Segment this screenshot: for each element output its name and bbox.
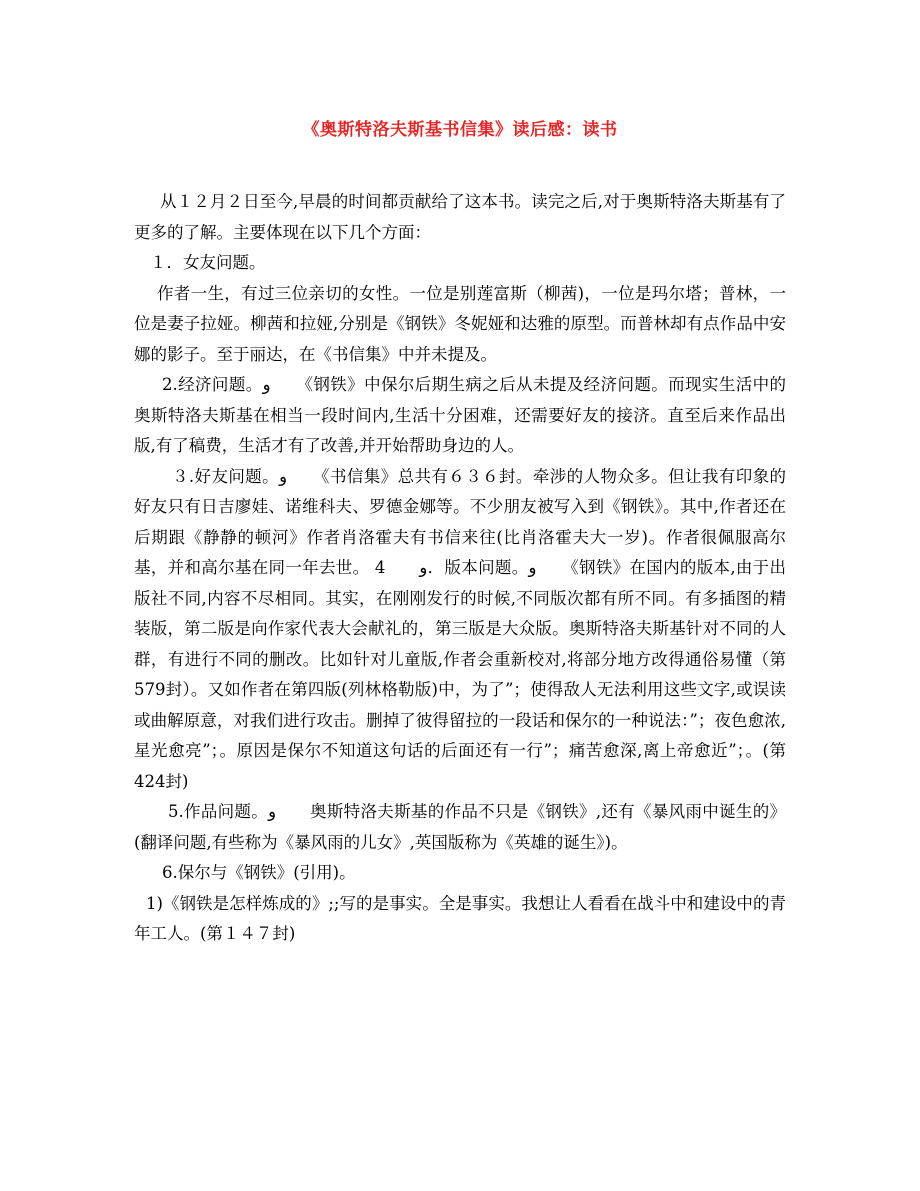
paragraph-intro: 从１２月２日至今,早晨的时间都贡献给了这本书。读完之后,对于奥斯特洛夫斯基有了更多的了解。主要体现在以下几个方面： (134, 192, 786, 242)
paragraph-girlfriends: 作者一生，有过三位亲切的女性。一位是别莲富斯（柳茜)，一位是玛尔塔；普林，一位是妻子拉娅。柳茜和拉娅,分别是《钢铁》冬妮娅和达雅的原型。而普林却有点作品中安娜的影子。至于丽达，在《书信集》中并未提及。 (134, 283, 786, 364)
document-title: 《奥斯特洛夫斯基书信集》读后感：读书 (302, 120, 618, 140)
paragraph-works: 5.作品问题。و 奥斯特洛夫斯基的作品不只是《钢铁》,还有《暴风雨中诞生的》(翻译问题,有些称为《暴风雨的儿女》,英国版称为《英雄的诞生》)。 (134, 802, 786, 852)
paragraph-heading-girlfriends: １．女友问题。 (150, 253, 266, 272)
paragraph-economy: 2.经济问题。و 《钢铁》中保尔后期生病之后从未提及经济问题。而现实生活中的奥斯特洛夫斯基在相当一段时间内,生活十分困难，还需要好友的接济。直至后来作品出版,有了稿费，生活才有了改善,并开始帮助身边的人。 (134, 375, 787, 455)
paragraph-quote-1: 1)《钢铁是怎样炼成的》;;写的是事实。全是事实。我想让人看看在战斗中和建设中的青年工人。(第１４７封) (134, 893, 786, 943)
document-body (134, 187, 786, 950)
paragraph-friends-and-versions: ３.好友问题。و 《书信集》总共有６３６封。牵涉的人物众多。但让我有印象的好友只有日吉廖娃、诺维科夫、罗德金娜等。不少朋友被写入到《钢铁》。其中,作者还在后期跟《静静的顿河》作者肖洛霍夫有书信来往(比肖洛霍夫大一岁)。作者很佩服高尔基，并和高尔基在同一年去世。 4 و．版本问题。و 《钢铁》在国内的版本,由于出版社不同,内容不尽相同。其实，在刚刚发行的时候,不同版次都有所不同。有多插图的精装版，第二版是向作家代表大会献礼的，第三版是大众版。奥斯特洛夫斯基针对不同的人群，有进行不同的删改。比如针对儿童版,作者会重新校对,将部分地方改得通俗易懂（第579封）。又如作者在第四版(列林格勒版)中，为了”；使得敌人无法利用这些文字,或误读或曲解原意，对我们进行攻击。删掉了彼得留拉的一段话和保尔的一种说法：”；夜色愈浓,星光愈亮”；。原因是保尔不知道这句话的后面还有一行”；痛苦愈深,离上帝愈近”；。(第424封) (134, 466, 786, 791)
paragraph-pavel-and-steel: 6.保尔与《钢铁》(引用)。 (162, 863, 356, 882)
